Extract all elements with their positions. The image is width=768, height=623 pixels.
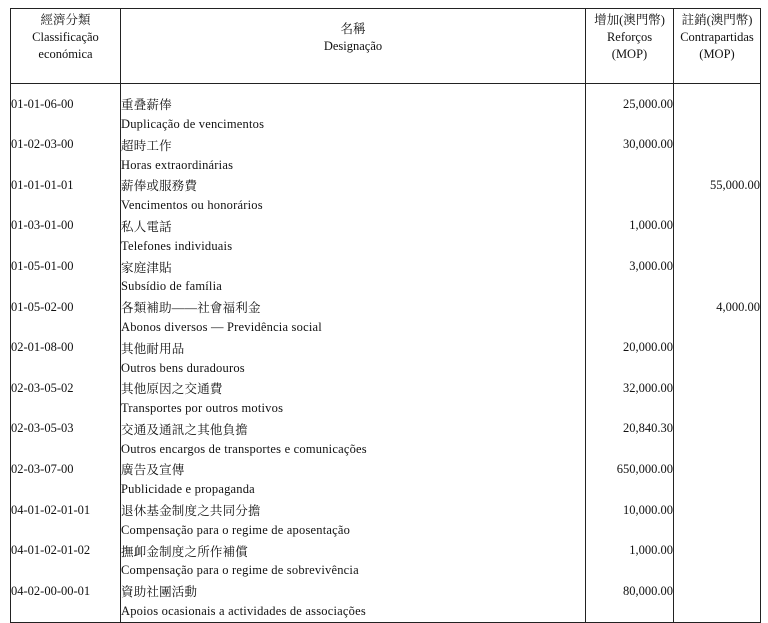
row-code: 04-01-02-01-02 [11, 541, 121, 561]
row-desc-pt: Publicidade e propaganda [121, 480, 586, 500]
header-code [11, 9, 121, 84]
header-contrapartidas [674, 9, 761, 84]
header-designation [121, 9, 586, 84]
row-reforcos: 1,000.00 [586, 541, 674, 561]
header-code-pt2: económica [38, 47, 93, 61]
table-row-pt [11, 480, 761, 500]
budget-table [10, 8, 761, 623]
row-contrapartidas [674, 135, 761, 155]
table-header-row [11, 9, 761, 84]
row-contrapartidas [674, 541, 761, 561]
table-row-pt [11, 236, 761, 256]
row-reforcos: 650,000.00 [586, 459, 674, 479]
header-ref-pt: Reforços [606, 30, 653, 44]
row-reforcos: 32,000.00 [586, 378, 674, 398]
row-contrapartidas [674, 94, 761, 114]
row-contrapartidas [674, 216, 761, 236]
row-desc-zh: 薪俸或服務費 [121, 175, 586, 195]
table-row [11, 338, 761, 358]
row-contrapartidas [674, 338, 761, 358]
table-spacer [11, 84, 761, 95]
row-desc-zh: 退休基金制度之共同分擔 [121, 500, 586, 520]
row-code: 01-02-03-00 [11, 135, 121, 155]
header-code-zh: 經濟分類 [40, 13, 91, 27]
row-code: 04-01-02-01-01 [11, 500, 121, 520]
row-desc-pt: Apoios ocasionais a actividades de associações [121, 601, 586, 622]
table-row [11, 419, 761, 439]
row-desc-pt: Vencimentos ou honorários [121, 195, 586, 215]
header-desc-zh: 名稱 [340, 22, 366, 36]
table-row [11, 175, 761, 195]
row-desc-pt: Transportes por outros motivos [121, 398, 586, 418]
row-desc-pt: Outros encargos de transportes e comunicações [121, 439, 586, 459]
row-desc-zh: 撫卹金制度之所作補償 [121, 541, 586, 561]
row-code: 01-05-02-00 [11, 297, 121, 317]
table-row-pt [11, 195, 761, 215]
table-row-pt [11, 561, 761, 581]
table-row-pt [11, 155, 761, 175]
row-code: 01-01-06-00 [11, 94, 121, 114]
row-desc-zh: 廣告及宣傳 [121, 459, 586, 479]
row-desc-zh: 重叠薪俸 [121, 94, 586, 114]
row-code: 02-03-05-03 [11, 419, 121, 439]
table-row [11, 541, 761, 561]
row-code: 01-01-01-01 [11, 175, 121, 195]
table-row [11, 135, 761, 155]
header-ref-unit: (MOP) [611, 47, 648, 61]
row-contrapartidas [674, 581, 761, 601]
table-row-pt [11, 520, 761, 540]
table-row [11, 378, 761, 398]
row-code: 04-02-00-00-01 [11, 581, 121, 601]
table-row [11, 500, 761, 520]
row-reforcos: 1,000.00 [586, 216, 674, 236]
header-desc-pt: Designação [323, 39, 383, 53]
row-desc-pt: Subsídio de família [121, 277, 586, 297]
row-desc-pt: Outros bens duradouros [121, 358, 586, 378]
table-row-pt [11, 398, 761, 418]
row-contrapartidas: 55,000.00 [674, 175, 761, 195]
row-desc-zh: 超時工作 [121, 135, 586, 155]
row-reforcos: 3,000.00 [586, 256, 674, 276]
row-code: 02-03-07-00 [11, 459, 121, 479]
table-row-pt [11, 358, 761, 378]
table-row-pt [11, 277, 761, 297]
header-reforcos [586, 9, 674, 84]
row-desc-pt: Compensação para o regime de sobrevivência [121, 561, 586, 581]
table-row [11, 459, 761, 479]
row-reforcos: 30,000.00 [586, 135, 674, 155]
row-desc-zh: 其他原因之交通費 [121, 378, 586, 398]
row-code: 01-03-01-00 [11, 216, 121, 236]
row-code: 02-01-08-00 [11, 338, 121, 358]
row-code: 02-03-05-02 [11, 378, 121, 398]
row-code: 01-05-01-00 [11, 256, 121, 276]
header-code-pt1: Classificação [32, 30, 99, 44]
header-contra-unit: (MOP) [699, 47, 735, 61]
header-contra-zh: 註銷(澳門幣) [681, 13, 753, 27]
row-desc-zh: 交通及通訊之其他負擔 [121, 419, 586, 439]
header-ref-zh: 增加(澳門幣) [594, 13, 665, 27]
row-reforcos: 10,000.00 [586, 500, 674, 520]
row-desc-pt: Abonos diversos — Previdência social [121, 317, 586, 337]
table-row [11, 297, 761, 317]
table-row-pt [11, 601, 761, 622]
row-desc-zh: 資助社團活動 [121, 581, 586, 601]
row-desc-pt: Duplicação de vencimentos [121, 114, 586, 134]
table-row [11, 94, 761, 114]
row-desc-pt: Telefones individuais [121, 236, 586, 256]
table-row [11, 216, 761, 236]
table-row-pt [11, 114, 761, 134]
row-contrapartidas: 4,000.00 [674, 297, 761, 317]
header-contra-pt: Contrapartidas [680, 30, 754, 44]
row-reforcos: 20,000.00 [586, 338, 674, 358]
row-contrapartidas [674, 419, 761, 439]
row-contrapartidas [674, 459, 761, 479]
row-desc-pt: Compensação para o regime de aposentação [121, 520, 586, 540]
row-contrapartidas [674, 378, 761, 398]
row-reforcos: 25,000.00 [586, 94, 674, 114]
row-contrapartidas [674, 256, 761, 276]
table-row [11, 256, 761, 276]
row-reforcos: 80,000.00 [586, 581, 674, 601]
table-row [11, 581, 761, 601]
row-desc-zh: 家庭津貼 [121, 256, 586, 276]
row-reforcos: 20,840.30 [586, 419, 674, 439]
row-desc-pt: Horas extraordinárias [121, 155, 586, 175]
table-row-pt [11, 317, 761, 337]
row-desc-zh: 其他耐用品 [121, 338, 586, 358]
row-reforcos [586, 297, 674, 317]
row-reforcos [586, 175, 674, 195]
table-row-pt [11, 439, 761, 459]
row-contrapartidas [674, 500, 761, 520]
row-desc-zh: 私人電話 [121, 216, 586, 236]
row-desc-zh: 各類補助——社會福利金 [121, 297, 586, 317]
